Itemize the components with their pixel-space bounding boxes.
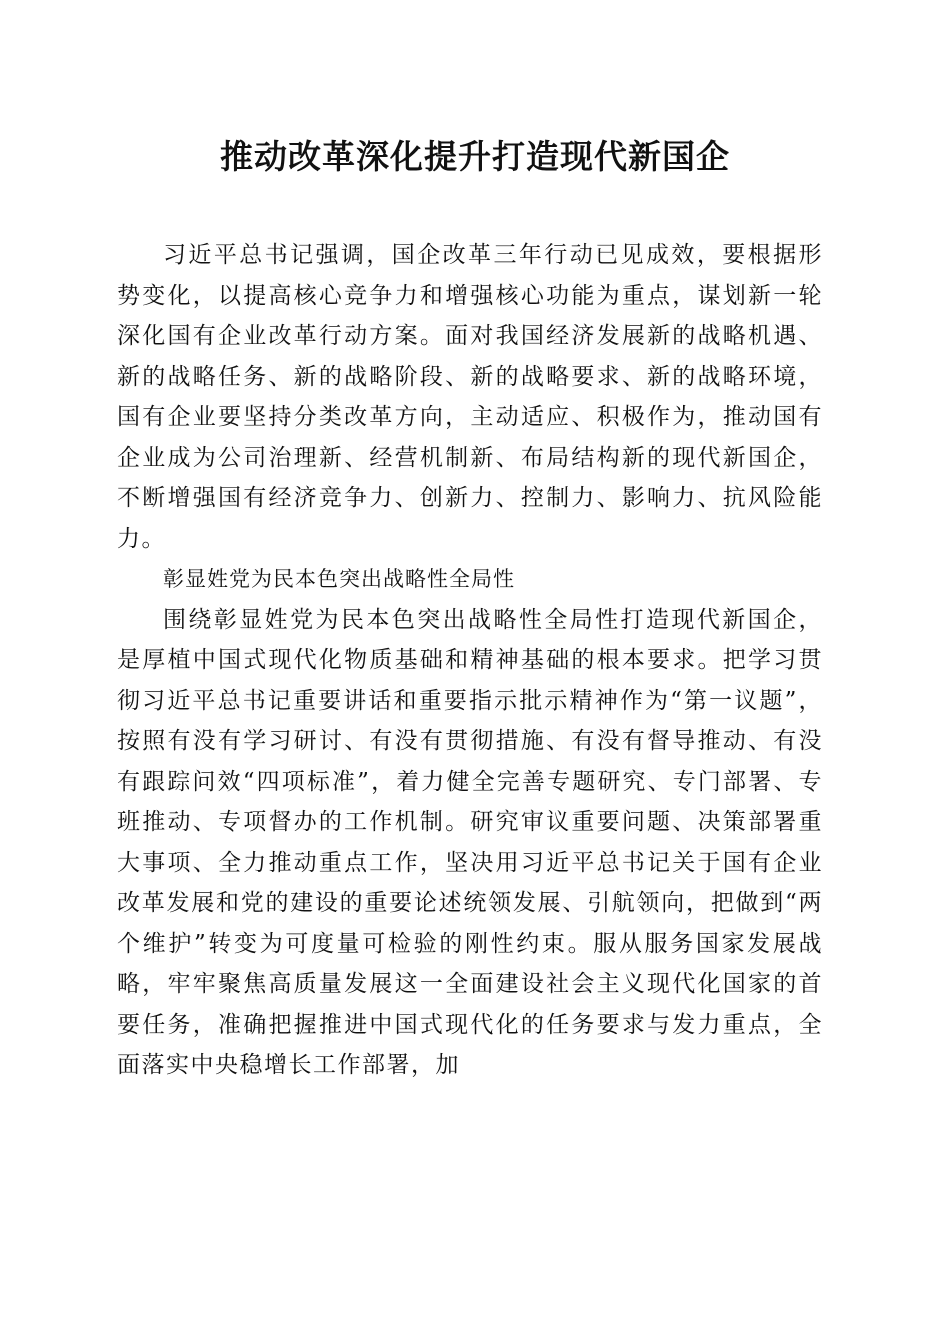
paragraph-section-body: 围绕彰显姓党为民本色突出战略性全局性打造现代新国企，是厚植中国式现代化物质基础和精神基础的根本要求。把学习贯彻习近平总书记重要讲话和重要指示批示精神作为“第一议题”，按照有没有学习研讨、有没有贯彻措施、有没有督导推动、有没有跟踪问效“四项标准”，着力健全完善专题研究、专门部署、专班推动、专项督办的工作机制。研究审议重要问题、决策部署重大事项、全力推动重点工作，坚决用习近平总书记关于国有企业改革发展和党的建设的重要论述统领发展、引航领向，把做到“两个维护”转变为可度量可检验的刚性约束。服从服务国家发展战略，牢牢聚焦高质量发展这一全面建设社会主义现代化国家的首要任务，准确把握推进中国式现代化的任务要求与发力重点，全面落实中央稳增长工作部署，加 [117,606,823,1078]
section-heading: 彰显姓党为民本色突出战略性全局性 [163,567,515,591]
document-body [117,235,823,1086]
paragraph-intro: 习近平总书记强调，国企改革三年行动已见成效，要根据形势变化，以提高核心竞争力和增强核心功能为重点，谋划新一轮深化国有企业改革行动方案。面对我国经济发展新的战略机遇、新的战略任务、新的战略阶段、新的战略要求、新的战略环境，国有企业要坚持分类改革方向，主动适应、积极作为，推动国有企业成为公司治理新、经营机制新、布局结构新的现代新国企，不断增强国有经济竞争力、创新力、控制力、影响力、抗风险能力。 [117,242,823,552]
document-title: 推动改革深化提升打造现代新国企 [220,137,730,176]
